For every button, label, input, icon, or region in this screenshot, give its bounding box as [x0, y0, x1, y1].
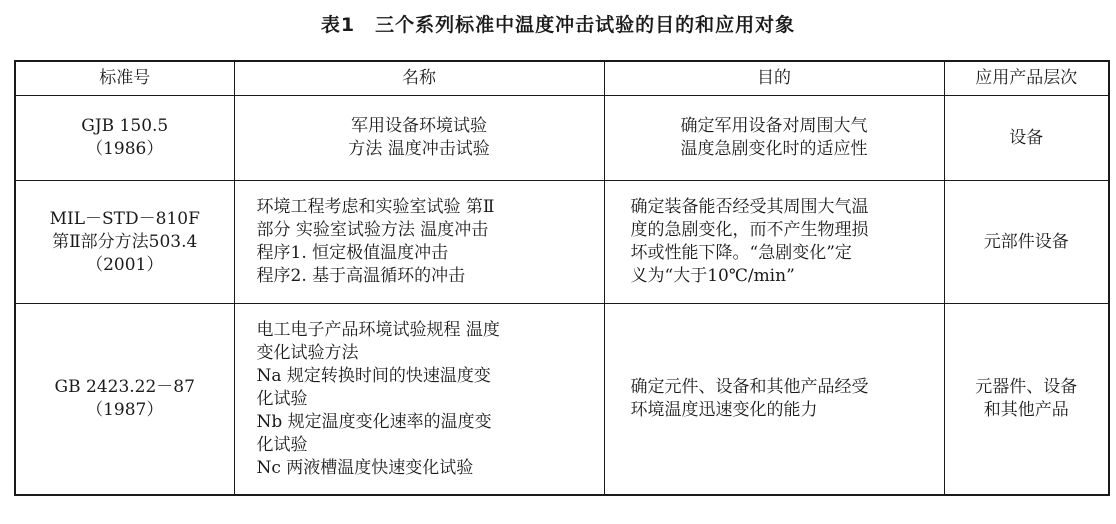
table-header-row [15, 61, 1109, 96]
table-row [15, 304, 1109, 496]
cell-line: （1986） [86, 139, 164, 159]
cell-line: Na 规定转换时间的快速温度变 [256, 365, 491, 386]
cell-purpose [604, 304, 944, 496]
cell-line: 确定元件、设备和其他产品经受 [630, 377, 869, 397]
cell-line: 程序1. 恒定极值温度冲击 [256, 243, 449, 263]
cell-line: 部分 实验室试验方法 温度冲击 [256, 220, 489, 240]
table-caption: 表1 三个系列标准中温度冲击试验的目的和应用对象 [320, 14, 796, 36]
cell-line: 元器件、设备 [975, 377, 1078, 397]
cell-purpose [604, 181, 944, 304]
cell-level [944, 96, 1109, 181]
table-row [15, 96, 1109, 181]
cell-line: MIL－STD－810F [49, 208, 200, 229]
cell-line: （1987） [86, 400, 164, 420]
cell-line: 化试验 [256, 434, 308, 455]
cell-line: 义为“大于10℃/min” [630, 266, 795, 286]
cell-name [234, 304, 604, 496]
table-row [15, 181, 1109, 304]
cell-line: 方法 温度冲击试验 [348, 139, 490, 159]
cell-line: 设备 [1009, 127, 1044, 148]
cell-standard [15, 181, 234, 304]
cell-line: 确定装备能否经受其周围大气温 [630, 197, 869, 217]
cell-line: 程序2. 基于高温循环的冲击 [256, 266, 466, 286]
cell-line: 坏或性能下降。“急剧变化”定 [630, 243, 852, 263]
header-level: 应用产品层次 [944, 61, 1109, 96]
standards-table [14, 60, 1110, 496]
cell-line: Nc 两液槽温度快速变化试验 [256, 457, 474, 478]
cell-standard [15, 304, 234, 496]
header-purpose: 目的 [604, 61, 944, 96]
cell-line: 军用设备环境试验 [351, 116, 487, 136]
cell-line: 环境温度迅速变化的能力 [630, 400, 818, 420]
cell-level [944, 304, 1109, 496]
cell-line: 确定军用设备对周围大气 [680, 116, 868, 136]
cell-line: 变化试验方法 [256, 342, 359, 363]
cell-standard [15, 96, 234, 181]
cell-line: 元部件设备 [983, 231, 1069, 252]
header-standard: 标准号 [15, 61, 234, 96]
cell-line: 化试验 [256, 388, 308, 409]
cell-line: 电工电子产品环境试验规程 温度 [256, 319, 500, 340]
cell-line: 第Ⅱ部分方法503.4 [52, 231, 198, 252]
cell-line: 温度急剧变化时的适应性 [680, 139, 868, 159]
cell-name [234, 181, 604, 304]
cell-line: （2001） [86, 254, 164, 275]
cell-line: GB 2423.22－87 [54, 377, 195, 397]
cell-line: GJB 150.5 [81, 116, 169, 136]
cell-line: 环境工程考虑和实验室试验 第Ⅱ [256, 197, 495, 217]
cell-level [944, 181, 1109, 304]
cell-line: Nb 规定温度变化速率的温度变 [256, 411, 492, 432]
cell-line: 和其他产品 [983, 400, 1069, 420]
cell-purpose [604, 96, 944, 181]
cell-line: 度的急剧变化，而不产生物理损 [630, 220, 869, 240]
cell-name [234, 96, 604, 181]
header-name: 名称 [234, 61, 604, 96]
